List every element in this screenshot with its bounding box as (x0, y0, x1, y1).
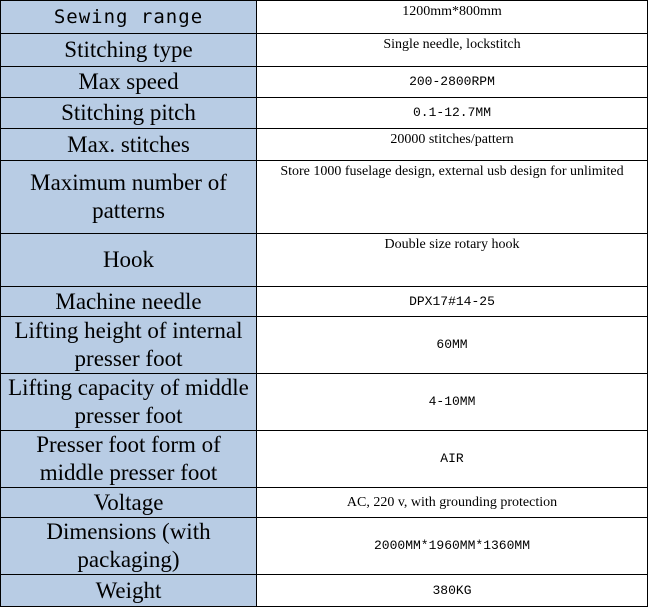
spec-label: Max. stitches (1, 129, 257, 161)
spec-label: Dimensions (with packaging) (1, 518, 257, 575)
spec-label: Machine needle (1, 287, 257, 317)
spec-label: Lifting capacity of middle presser foot (1, 374, 257, 431)
spec-label: Stitching type (1, 34, 257, 67)
spec-label: Max speed (1, 67, 257, 98)
spec-value: 60MM (257, 317, 648, 374)
spec-value: DPX17#14-25 (257, 287, 648, 317)
spec-value: 200-2800RPM (257, 67, 648, 98)
table-row (1, 488, 648, 518)
spec-label: Lifting height of internal presser foot (1, 317, 257, 374)
spec-value: 0.1-12.7MM (257, 98, 648, 129)
table-row (1, 287, 648, 317)
spec-label: Hook (1, 234, 257, 287)
table-row (1, 518, 648, 575)
spec-value: Double size rotary hook (257, 234, 648, 287)
spec-label: Stitching pitch (1, 98, 257, 129)
table-row (1, 575, 648, 607)
spec-value: Store 1000 fuselage design, external usb design for unlimited (257, 161, 648, 234)
spec-value: 20000 stitches/pattern (257, 129, 648, 161)
table-row (1, 431, 648, 488)
spec-value: AC, 220 v, with grounding protection (257, 488, 648, 518)
table-row (1, 67, 648, 98)
spec-label: Presser foot form of middle presser foot (1, 431, 257, 488)
spec-label: Maximum number of patterns (1, 161, 257, 234)
spec-value: Single needle, lockstitch (257, 34, 648, 67)
table-row (1, 374, 648, 431)
spec-value: 380KG (257, 575, 648, 607)
table-row (1, 98, 648, 129)
spec-label: Voltage (1, 488, 257, 518)
spec-value: 2000MM*1960MM*1360MM (257, 518, 648, 575)
table-row (1, 317, 648, 374)
table-row (1, 1, 648, 34)
spec-value: 1200mm*800mm (257, 1, 648, 34)
spec-label: Weight (1, 575, 257, 607)
spec-value: AIR (257, 431, 648, 488)
table-row (1, 129, 648, 161)
spec-value: 4-10MM (257, 374, 648, 431)
table-row (1, 234, 648, 287)
table-row (1, 161, 648, 234)
spec-label: Sewing range (1, 1, 257, 34)
table-row (1, 34, 648, 67)
